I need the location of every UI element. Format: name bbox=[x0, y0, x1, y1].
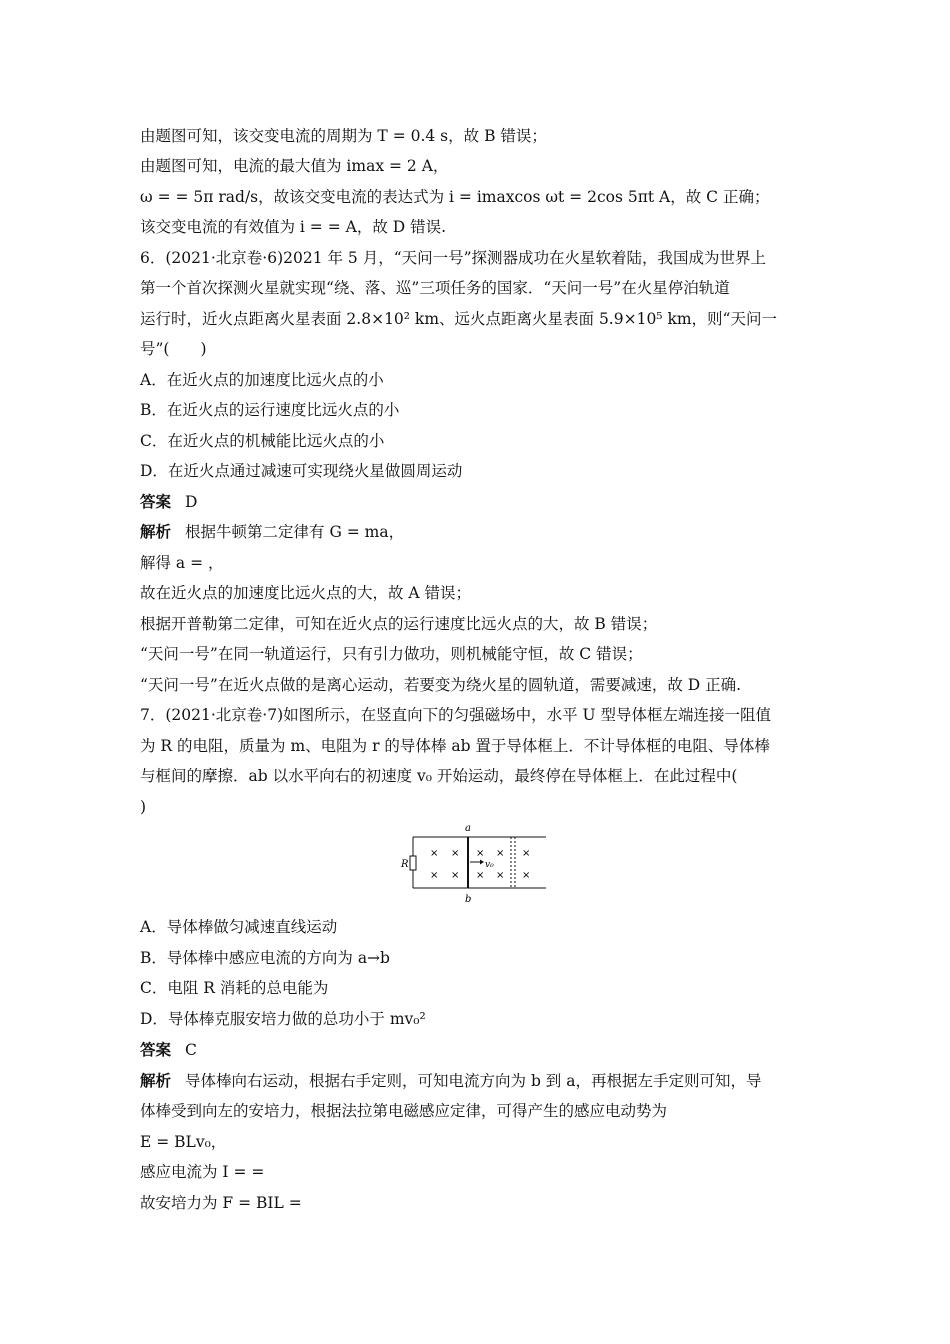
field-cross: × bbox=[451, 870, 460, 881]
question-6-stem: 号”( ) bbox=[140, 340, 207, 358]
text-line: 故安培力为 F = BIL = bbox=[140, 1194, 302, 1212]
text-line: “天问一号”在同一轨道运行，只有引力做功，则机械能守恒，故 C 错误； bbox=[140, 645, 643, 663]
field-cross: × bbox=[476, 870, 485, 881]
question-6-stem: 6．(2021·北京卷·6)2021 年 5 月，“天问一号”探测器成功在火星软着陆，我国成为世界上 bbox=[140, 249, 767, 267]
field-cross: × bbox=[496, 870, 505, 881]
answer-line bbox=[140, 491, 820, 513]
field-cross: × bbox=[496, 848, 505, 859]
analysis-text: 导体棒向右运动，根据右手定则，可知电流方向为 b 到 a，再根据左手定则可知，导 bbox=[185, 1072, 762, 1090]
text-line: 体棒受到向左的安培力，根据法拉第电磁感应定律，可得产生的感应电动势为 bbox=[140, 1102, 668, 1120]
analysis-label: 解析 bbox=[140, 523, 172, 541]
question-6-stem: 第一个首次探测火星就实现“绕、落、巡”三项任务的国家．“天问一号”在火星停泊轨道 bbox=[140, 279, 730, 297]
field-cross: × bbox=[430, 870, 439, 881]
text-line: 由题图可知，该交变电流的周期为 T = 0.4 s，故 B 错误； bbox=[140, 127, 547, 145]
text-line: 感应电流为 I = = bbox=[140, 1163, 265, 1181]
text-line: 解得 a = ， bbox=[140, 554, 224, 572]
answer-label: 答案 bbox=[140, 1041, 172, 1059]
answer-label: 答案 bbox=[140, 493, 172, 511]
analysis-text: 根据牛顿第二定律有 G = ma， bbox=[185, 523, 405, 541]
text-line: “天问一号”在近火点做的是离心运动，若要变为绕火星的圆轨道，需要减速，故 D 正确. bbox=[140, 676, 742, 694]
option-b: B．导体棒中感应电流的方向为 a→b bbox=[140, 949, 390, 967]
field-cross: × bbox=[430, 848, 439, 859]
option-a: A．在近火点的加速度比远火点的小 bbox=[140, 371, 384, 389]
text-line: 由题图可知，电流的最大值为 imax = 2 A， bbox=[140, 157, 449, 175]
option-d: D．在近火点通过减速可实现绕火星做圆周运动 bbox=[140, 462, 463, 480]
label-v0: v₀ bbox=[485, 860, 494, 870]
option-a: A．导体棒做匀减速直线运动 bbox=[140, 918, 338, 936]
question-7-stem: 为 R 的电阻，质量为 m、电阻为 r 的导体棒 ab 置于导体框上．不计导体框的电阻、导体棒 bbox=[140, 737, 770, 755]
resistor bbox=[410, 856, 416, 870]
field-cross: × bbox=[522, 870, 531, 881]
analysis-line bbox=[140, 521, 820, 543]
question-7-stem: 与框间的摩擦．ab 以水平向右的初速度 v₀ 开始运动，最终停在导体框上．在此过程中( bbox=[140, 767, 738, 785]
text-line: ω = = 5π rad/s，故该交变电流的表达式为 i = imaxcos ωt = 2cos 5πt A，故 C 正确； bbox=[140, 188, 770, 206]
text-line: 故在近火点的加速度比远火点的大，故 A 错误； bbox=[140, 584, 472, 602]
arrow-head bbox=[480, 860, 484, 865]
text-line: 该交变电流的有效值为 i = = A，故 D 错误. bbox=[140, 218, 447, 236]
text-line: 根据开普勒第二定律，可知在近火点的运行速度比远火点的大，故 B 错误； bbox=[140, 615, 658, 633]
option-b: B．在近火点的运行速度比远火点的小 bbox=[140, 401, 400, 419]
question-7-stem: 7．(2021·北京卷·7)如图所示，在竖直向下的匀强磁场中，水平 U 型导体框左端连接一阻值 bbox=[140, 706, 772, 724]
option-c: C．电阻 R 消耗的总电能为 bbox=[140, 979, 329, 997]
question-7-stem: ) bbox=[140, 798, 147, 816]
field-cross: × bbox=[451, 848, 460, 859]
field-cross: × bbox=[476, 848, 485, 859]
answer-value: C bbox=[185, 1041, 197, 1059]
answer-value: D bbox=[185, 493, 198, 511]
label-b: b bbox=[465, 894, 472, 904]
field-cross: × bbox=[522, 848, 531, 859]
analysis-line bbox=[140, 1070, 820, 1092]
circuit-figure bbox=[398, 822, 548, 904]
label-r: R bbox=[401, 859, 409, 870]
analysis-label: 解析 bbox=[140, 1072, 172, 1090]
question-6-stem: 运行时，近火点距离火星表面 2.8×10² km、远火点距离火星表面 5.9×10⁵ km，则“天问一 bbox=[140, 310, 777, 328]
text-line: E = BLv₀， bbox=[140, 1133, 227, 1151]
label-a: a bbox=[465, 823, 471, 834]
option-c: C．在近火点的机械能比远火点的小 bbox=[140, 432, 385, 450]
answer-line bbox=[140, 1039, 820, 1061]
option-d: D．导体棒克服安培力做的总功小于 mv₀² bbox=[140, 1010, 426, 1028]
